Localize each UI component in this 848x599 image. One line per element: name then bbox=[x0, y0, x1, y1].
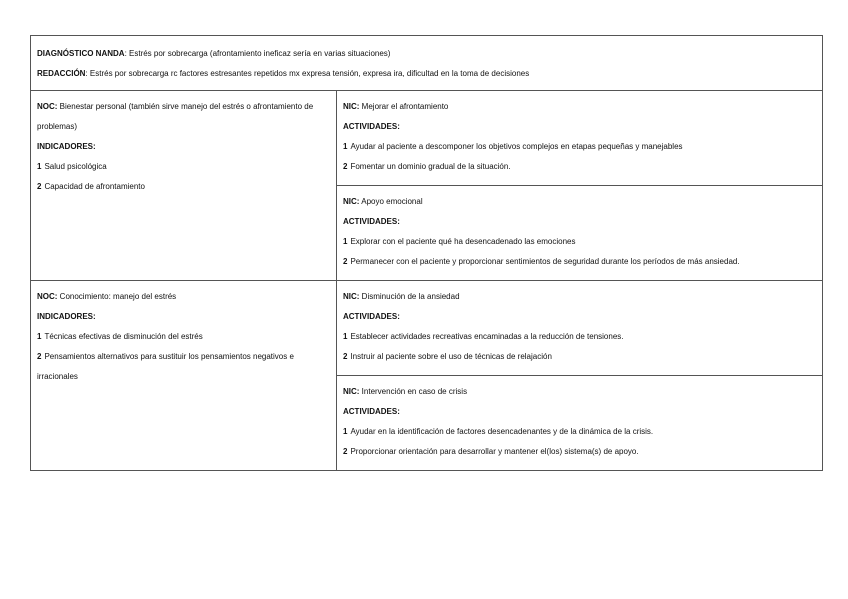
item-text: Ayudar en la identificación de factores desencadenantes y de la dinámica de la crisis. bbox=[350, 427, 654, 436]
diagnosis-label: DIAGNÓSTICO NANDA bbox=[37, 49, 125, 58]
activity-item bbox=[343, 137, 816, 157]
activities-heading: ACTIVIDADES: bbox=[343, 407, 400, 416]
noc-cell-1 bbox=[31, 91, 337, 281]
item-text: Fomentar un dominio gradual de la situación. bbox=[350, 162, 511, 171]
item-text: Permanecer con el paciente y proporcionar sentimientos de seguridad durante los períodos de más ansiedad. bbox=[350, 257, 740, 266]
item-text: Establecer actividades recreativas encaminadas a la reducción de tensiones. bbox=[350, 332, 624, 341]
item-number: 2 bbox=[343, 352, 348, 361]
redaction-text: : Estrés por sobrecarga rc factores estresantes repetidos mx expresa tensión, expresa ira, dificultad en la toma de decisiones bbox=[85, 69, 530, 78]
diagnosis-text: : Estrés por sobrecarga (afrontamiento ineficaz sería en varias situaciones) bbox=[124, 49, 391, 58]
item-text: Pensamientos alternativos para sustituir los pensamientos negativos e irracionales bbox=[37, 352, 294, 381]
item-number: 2 bbox=[343, 447, 348, 456]
activities-heading: ACTIVIDADES: bbox=[343, 312, 400, 321]
indicator-item bbox=[37, 157, 330, 177]
diagnosis-cell bbox=[31, 36, 823, 91]
indicator-item bbox=[37, 327, 330, 347]
redaction-line bbox=[37, 64, 816, 84]
item-number: 1 bbox=[343, 237, 348, 246]
activity-item bbox=[343, 347, 816, 367]
item-number: 2 bbox=[343, 162, 348, 171]
indicators-heading: INDICADORES: bbox=[37, 142, 96, 151]
activity-item bbox=[343, 232, 816, 252]
activity-item bbox=[343, 442, 816, 462]
diagnosis-line bbox=[37, 44, 816, 64]
item-number: 1 bbox=[343, 142, 348, 151]
item-number: 1 bbox=[37, 332, 42, 341]
indicators-heading: INDICADORES: bbox=[37, 312, 96, 321]
activity-item bbox=[343, 422, 816, 442]
item-text: Capacidad de afrontamiento bbox=[44, 182, 145, 191]
nic-title-line bbox=[343, 382, 816, 402]
item-text: Proporcionar orientación para desarrollar y mantener el(los) sistema(s) de apoyo. bbox=[350, 447, 639, 456]
nic-cell-3 bbox=[337, 281, 823, 376]
item-number: 1 bbox=[343, 427, 348, 436]
nic-title-line bbox=[343, 97, 816, 117]
activities-label bbox=[343, 402, 816, 422]
nic-label: NIC: bbox=[343, 387, 360, 396]
item-text: Técnicas efectivas de disminución del estrés bbox=[44, 332, 203, 341]
nic-title: Mejorar el afrontamiento bbox=[359, 102, 449, 111]
item-text: Explorar con el paciente qué ha desencadenado las emociones bbox=[350, 237, 576, 246]
item-text: Salud psicológica bbox=[44, 162, 107, 171]
nic-cell-1 bbox=[337, 91, 823, 186]
noc-label: NOC: bbox=[37, 292, 58, 301]
noc-cell-2 bbox=[31, 281, 337, 471]
item-number: 2 bbox=[37, 352, 42, 361]
nic-title: Disminución de la ansiedad bbox=[359, 292, 460, 301]
noc-title: Bienestar personal (también sirve manejo del estrés o afrontamiento de problemas) bbox=[37, 102, 314, 131]
diagnosis-row bbox=[31, 36, 823, 91]
item-number: 2 bbox=[37, 182, 42, 191]
noc-label: NOC: bbox=[37, 102, 58, 111]
noc-title: Conocimiento: manejo del estrés bbox=[57, 292, 177, 301]
indicators-label bbox=[37, 307, 330, 327]
nic-title-line bbox=[343, 192, 816, 212]
care-plan-sheet bbox=[30, 35, 822, 471]
activities-label bbox=[343, 212, 816, 232]
noc-title-line bbox=[37, 97, 330, 137]
plan-row-2a bbox=[31, 281, 823, 376]
nic-label: NIC: bbox=[343, 292, 360, 301]
nic-title: Intervención en caso de crisis bbox=[359, 387, 468, 396]
item-text: Ayudar al paciente a descomponer los objetivos complejos en etapas pequeñas y manejables bbox=[350, 142, 683, 151]
indicator-item bbox=[37, 177, 330, 197]
activity-item bbox=[343, 327, 816, 347]
activities-label bbox=[343, 117, 816, 137]
activity-item bbox=[343, 157, 816, 177]
indicators-label bbox=[37, 137, 330, 157]
plan-row-1a bbox=[31, 91, 823, 186]
nic-label: NIC: bbox=[343, 102, 360, 111]
item-number: 2 bbox=[343, 257, 348, 266]
item-text: Instruir al paciente sobre el uso de técnicas de relajación bbox=[350, 352, 552, 361]
item-number: 1 bbox=[37, 162, 42, 171]
nic-cell-2 bbox=[337, 186, 823, 281]
activities-label bbox=[343, 307, 816, 327]
activities-heading: ACTIVIDADES: bbox=[343, 217, 400, 226]
nic-title-line bbox=[343, 287, 816, 307]
nic-label: NIC: bbox=[343, 197, 360, 206]
care-plan-table bbox=[30, 35, 823, 471]
item-number: 1 bbox=[343, 332, 348, 341]
nic-title: Apoyo emocional bbox=[359, 197, 423, 206]
activities-heading: ACTIVIDADES: bbox=[343, 122, 400, 131]
activity-item bbox=[343, 252, 816, 272]
redaction-label: REDACCIÓN bbox=[37, 69, 86, 78]
nic-cell-4 bbox=[337, 376, 823, 471]
noc-title-line bbox=[37, 287, 330, 307]
indicator-item bbox=[37, 347, 330, 387]
